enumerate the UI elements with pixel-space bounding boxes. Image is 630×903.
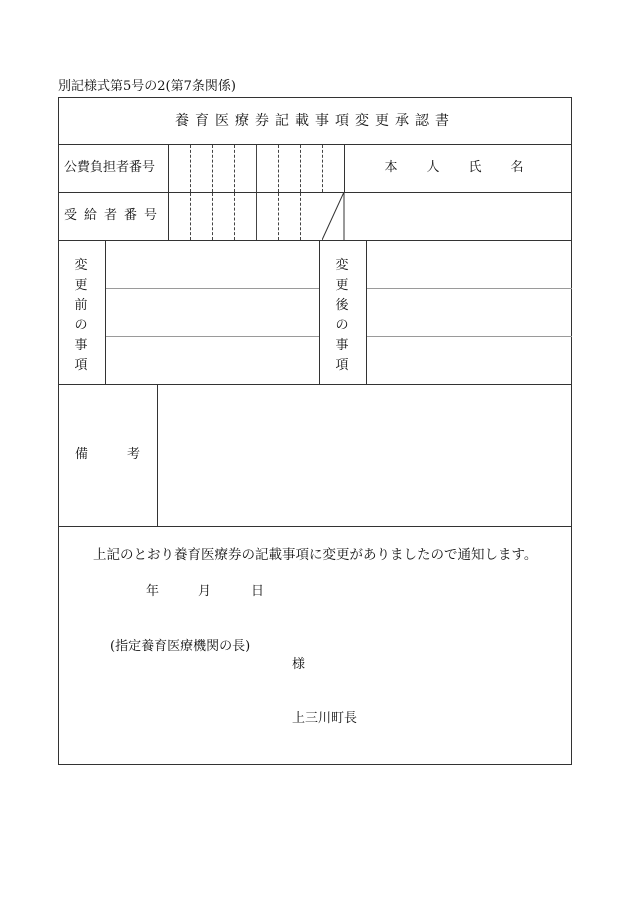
- payer-number-digits[interactable]: [190, 145, 344, 192]
- recipient-number-digits[interactable]: [190, 193, 344, 240]
- honorific: 様: [292, 657, 306, 672]
- issuer: 上三川町長: [292, 711, 358, 726]
- digit-divider: [190, 193, 191, 240]
- label-after-change: 変更後の事項: [335, 258, 349, 373]
- digit-divider: [322, 145, 323, 192]
- digit-divider: [300, 145, 301, 192]
- digit-divider: [278, 145, 279, 192]
- digit-divider: [256, 145, 257, 192]
- date-day[interactable]: 日: [251, 584, 265, 599]
- before-change-field[interactable]: [106, 241, 319, 384]
- digit-divider: [212, 145, 213, 192]
- digit-divider: [190, 145, 191, 192]
- label-person-name: 本 人 氏 名: [384, 160, 532, 175]
- divider-remarks: [58, 526, 572, 527]
- label-recipient-number: 受給者番号: [64, 208, 165, 223]
- center-divider: [319, 240, 320, 384]
- label-remarks: 備 考: [74, 447, 140, 462]
- digit-divider: [234, 145, 235, 192]
- addressee: (指定養育医療機関の長): [110, 639, 251, 654]
- label-before-change: 変更前の事項: [74, 258, 88, 373]
- date-month[interactable]: 月: [198, 584, 212, 599]
- digit-divider: [212, 193, 213, 240]
- digit-divider: [256, 193, 257, 240]
- form-title: 養育医療券記載事項変更承認書: [175, 113, 455, 129]
- digit-divider: [300, 193, 301, 240]
- date-year[interactable]: 年: [146, 584, 160, 599]
- label-public-payer-number: 公費負担者番号: [64, 160, 156, 175]
- payer-box-left: [168, 144, 169, 240]
- form-reference: 別記様式第5号の2(第7条関係): [58, 79, 236, 94]
- person-name-field[interactable]: [346, 193, 571, 239]
- notice-statement: 上記のとおり養育医療券の記載事項に変更がありましたので通知します。: [93, 547, 538, 563]
- recipient-slash-cell: [322, 192, 346, 241]
- after-change-field[interactable]: [367, 241, 572, 384]
- digit-divider: [278, 193, 279, 240]
- remarks-field[interactable]: [158, 385, 572, 526]
- digit-divider: [234, 193, 235, 240]
